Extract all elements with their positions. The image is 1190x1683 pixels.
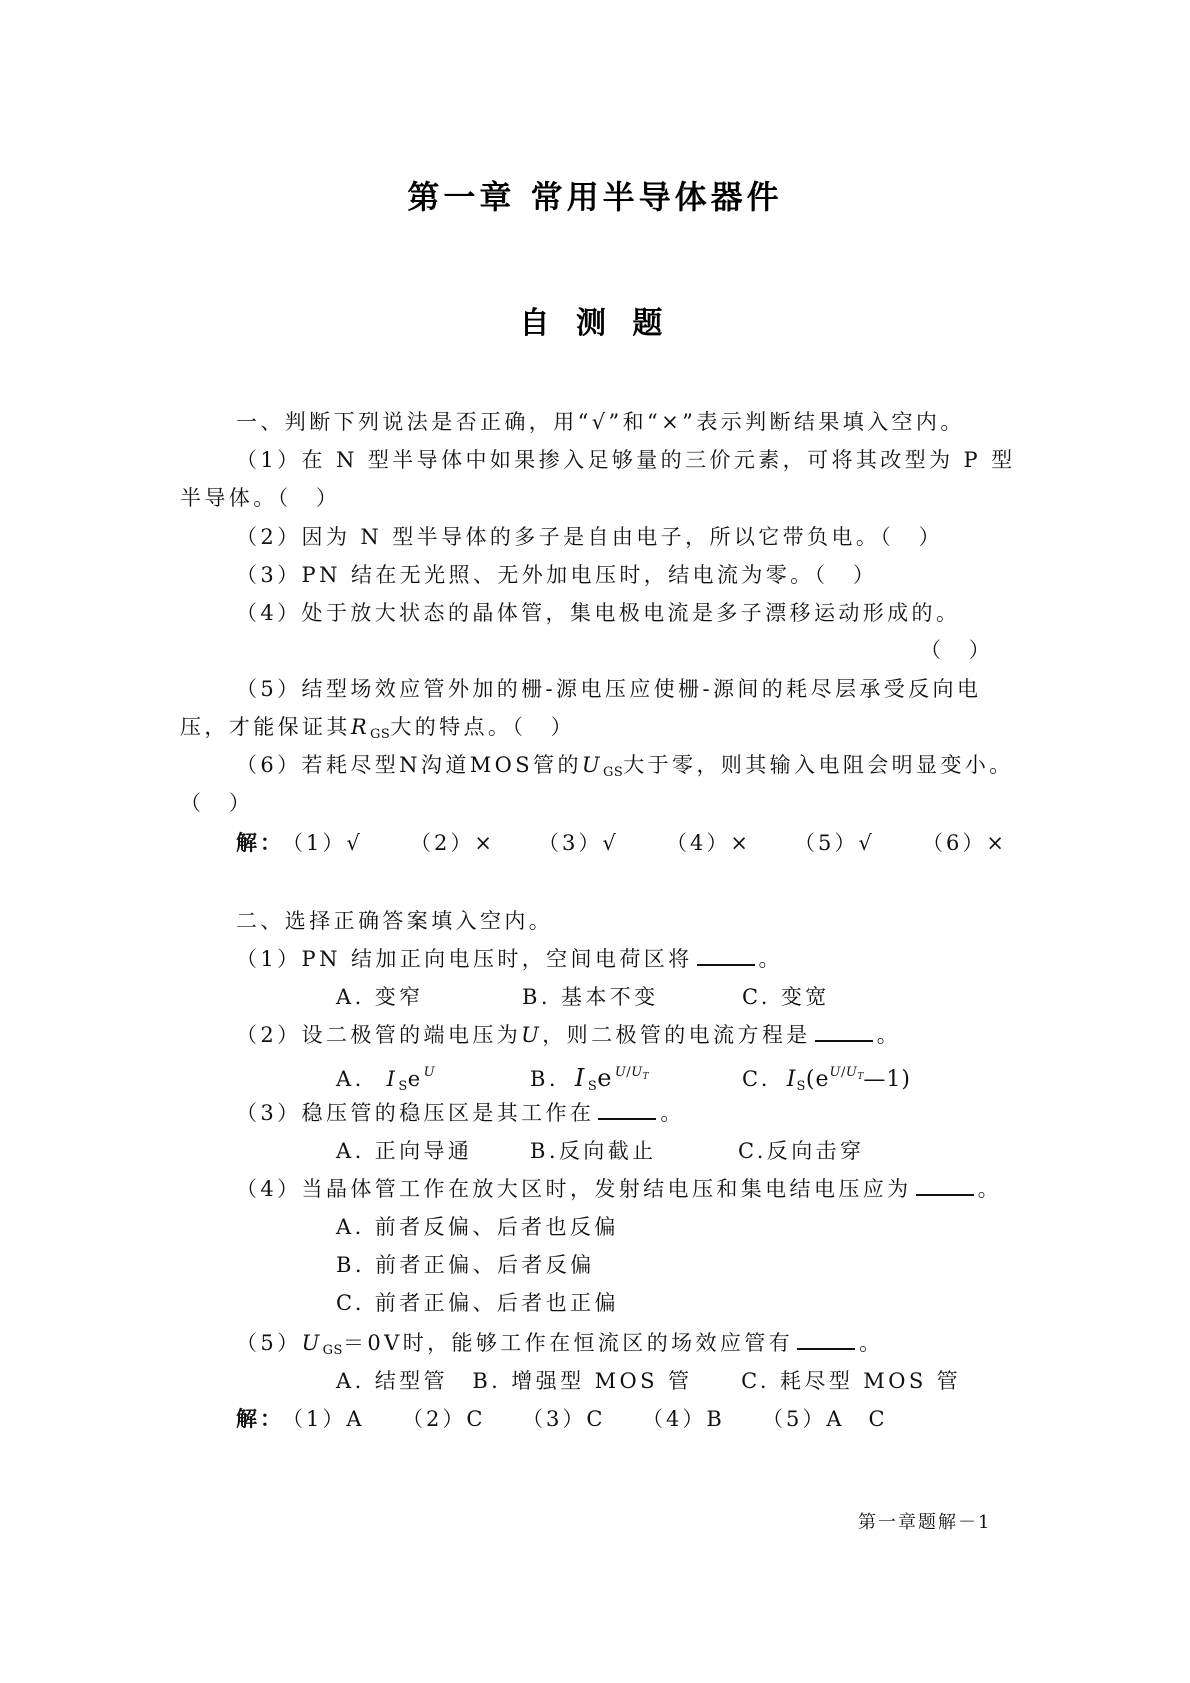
part2-q5 [236,1330,884,1364]
q4-text: （4）当晶体管工作在放大区时，发射结电压和集电结电压应为 [236,1177,912,1201]
part1-q1-line2: 半导体。（ ） [180,486,341,510]
q5-text-post: 大的特点。（ ） [390,715,576,739]
q3-blank [598,1100,656,1120]
part2-q3-option-b: B.反向截止 [530,1139,657,1163]
q2-symbol: U [521,1023,543,1047]
part1-q6-paren: （ ） [180,791,254,815]
q5b-subscript: GS [322,1343,343,1358]
q2-period: 。 [876,1023,902,1047]
part1-answer-5: （5）√ [794,831,875,855]
solution-label: 解： [236,830,284,855]
q1-period: 。 [758,947,783,971]
q6-symbol: U [581,753,603,777]
part1-answer-1: （1）√ [282,831,363,855]
part2-q1-option-a: A. 变窄 [336,985,424,1009]
formula-a: $I_Se^U$ [386,1065,436,1094]
part2-answer-4: （4）B [642,1407,725,1431]
q6-subscript: GS [602,765,624,780]
part1-heading: 一、判断下列说法是否正确，用“√”和“×”表示判断结果填入空内。 [236,410,965,434]
part1-q5-line1: （5）结型场效应管外加的栅-源电压应使栅-源间的耗尽层承受反向电 [236,677,982,701]
q5-blank [797,1330,855,1350]
part1-q3: （3）PN 结在无光照、无外加电压时，结电流为零。（ ） [236,563,878,587]
q5-symbol: R [350,715,371,739]
part1-answer-2: （2）× [410,831,495,855]
formula-b: $I_Se^{U/U_T}$ [574,1064,649,1094]
q4-period: 。 [977,1177,1002,1201]
q6-text-pre: （6）若耗尽型N沟道MOS管的 [236,753,582,777]
part1-answer-3: （3）√ [538,831,619,855]
q5b-symbol: U [301,1331,323,1355]
part1-answer-6: （6）× [922,831,1007,855]
part2-q4-option-c: C. 前者正偏、后者也正偏 [336,1291,619,1315]
q5b-text-post: ＝0V时，能够工作在恒流区的场效应管有 [342,1331,794,1355]
formula-c: $I_S(e^{U/U_T}—1)$ [786,1065,911,1094]
solution-label-2: 解： [236,1406,284,1431]
part1-q4: （4）处于放大状态的晶体管，集电极电流是多子漂移运动形成的。 [236,601,961,625]
part1-q1-line1: （1）在 N 型半导体中如果掺入足够量的三价元素，可将其改型为 P 型 [236,448,1016,472]
section-title: 自 测 题 [519,306,671,341]
part1-q5-line2 [180,714,575,748]
part2-q3-option-a: A. 正向导通 [336,1139,473,1163]
part2-q4-option-b: B. 前者正偏、后者反偏 [336,1253,595,1277]
part2-answer-3: （3）C [522,1407,606,1431]
q3-text: （3）稳压管的稳压区是其工作在 [236,1101,595,1125]
part1-q2: （2）因为 N 型半导体的多子是自由电子，所以它带负电。（ ） [236,525,943,549]
q3-period: 。 [660,1101,685,1125]
part2-q2 [236,1022,901,1048]
q2-blank [815,1022,873,1042]
part2-heading: 二、选择正确答案填入空内。 [236,909,554,933]
chapter-title: 第一章 常用半导体器件 [407,178,783,216]
part2-q5-options: A. 结型管 B. 增强型 MOS 管 C. 耗尽型 MOS 管 [336,1369,962,1393]
part2-q2-option-a [336,1060,435,1100]
part2-q1 [236,946,783,972]
part2-q3 [236,1100,685,1126]
q1-text: （1）PN 结加正向电压时，空间电荷区将 [236,947,693,971]
q2-option-a-label: A. [336,1067,365,1091]
q4-blank [916,1176,974,1196]
part2-answer-5: （5）A C [762,1407,888,1431]
q2-option-c-label: C. [742,1067,771,1091]
part2-q2-option-b [530,1060,649,1100]
q5b-text-pre: （5） [236,1331,302,1355]
q2-text-pre: （2）设二极管的端电压为 [236,1023,522,1047]
part2-q2-option-c [742,1060,911,1100]
part1-solution-label [236,830,284,856]
q6-text-post: 大于零，则其输入电阻会明显变小。 [623,753,1014,777]
part2-solution-label [236,1406,284,1432]
part1-q6 [236,752,1014,786]
q1-blank [697,946,755,966]
q5-period: 。 [859,1331,884,1355]
part2-answer-2: （2）C [402,1407,486,1431]
part2-q4 [236,1176,1002,1202]
q5-text-pre: 压，才能保证其 [180,715,351,739]
q5-subscript: GS [370,727,391,742]
part2-q3-option-c: C.反向击穿 [738,1139,865,1163]
part2-q1-option-c: C. 变宽 [742,985,830,1009]
part1-q4-paren: （ ） [920,638,994,662]
part1-answer-4: （4）× [666,831,751,855]
part2-q1-option-b: B. 基本不变 [522,985,659,1009]
page-footer: 第一章题解－1 [858,1512,992,1533]
q2-option-b-label: B. [530,1067,559,1091]
part2-answer-1: （1）A [282,1407,365,1431]
part2-q4-option-a: A. 前者反偏、后者也反偏 [336,1215,619,1239]
q2-text-post: ，则二极管的电流方程是 [542,1023,811,1047]
